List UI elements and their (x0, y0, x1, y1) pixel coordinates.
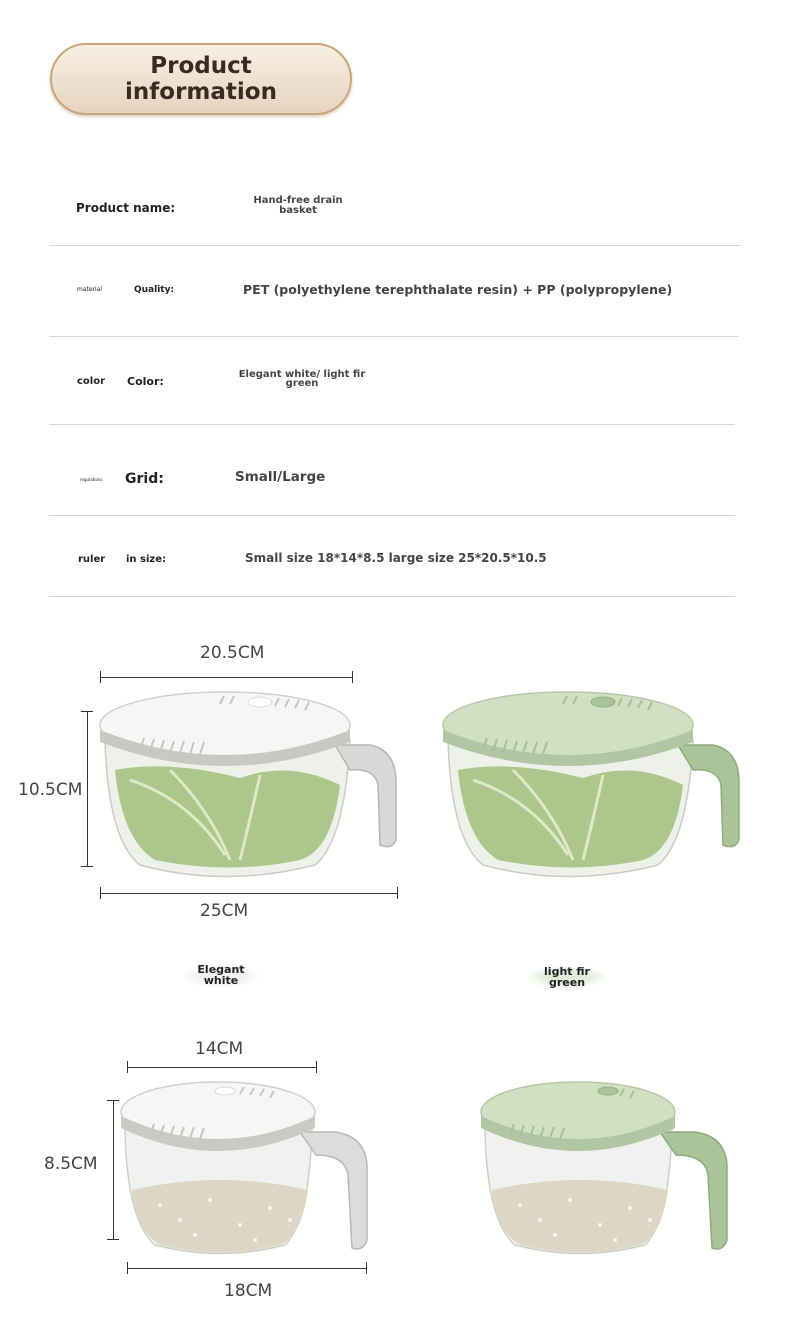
grid-tag: regulations (80, 477, 103, 482)
large-width-label: 20.5CM (200, 643, 265, 663)
large-green-bowl-image (440, 690, 745, 885)
size-label: in size: (126, 554, 167, 565)
tick (81, 866, 93, 867)
page-title: Product information (125, 53, 277, 105)
small-green-bowl-image (480, 1080, 735, 1260)
grid-value: Small/Large (235, 469, 326, 485)
product-information-badge (50, 43, 352, 115)
tick (397, 887, 398, 899)
variant-white-label: Elegant white (183, 964, 259, 988)
small-height-label: 8.5CM (44, 1154, 98, 1174)
color-tag: color (77, 376, 106, 387)
large-width-line (100, 677, 353, 678)
small-height-line (113, 1100, 114, 1240)
small-length-line (127, 1268, 367, 1269)
large-height-line (87, 711, 88, 867)
tick (81, 711, 93, 712)
large-height-label: 10.5CM (18, 780, 83, 800)
large-length-label: 25CM (200, 901, 249, 921)
small-width-label: 14CM (195, 1039, 244, 1059)
material-tag: material (77, 286, 103, 293)
tick (107, 1100, 119, 1101)
material-label: Quality: (134, 285, 175, 295)
product-name-label: Product name: (76, 201, 176, 215)
tick (100, 887, 101, 899)
size-value: Small size 18*14*8.5 large size 25*20.5*10.5 (245, 551, 547, 565)
grid-label: Grid: (125, 471, 164, 487)
tick (127, 1262, 128, 1274)
product-name-value: Hand-free drain basket (253, 195, 343, 216)
tick (352, 671, 353, 683)
tick (316, 1061, 317, 1073)
color-label: Color: (127, 375, 164, 388)
small-white-bowl-image (120, 1080, 375, 1260)
small-length-label: 18CM (224, 1281, 273, 1301)
large-white-bowl-image (100, 690, 400, 885)
divider (49, 596, 735, 597)
tick (127, 1061, 128, 1073)
large-length-line (100, 893, 398, 894)
divider (49, 245, 741, 246)
tick (107, 1239, 119, 1240)
tick (100, 671, 101, 683)
color-value: Elegant white/ light fir green (238, 369, 366, 389)
small-width-line (127, 1067, 317, 1068)
divider (49, 424, 735, 425)
divider (49, 515, 735, 516)
variant-green-label: light fir green (528, 966, 606, 988)
material-value: PET (polyethylene terephthalate resin) + PP (polypropylene) (243, 282, 673, 297)
size-tag: ruler (78, 554, 106, 565)
tick (366, 1262, 367, 1274)
divider (49, 336, 739, 337)
